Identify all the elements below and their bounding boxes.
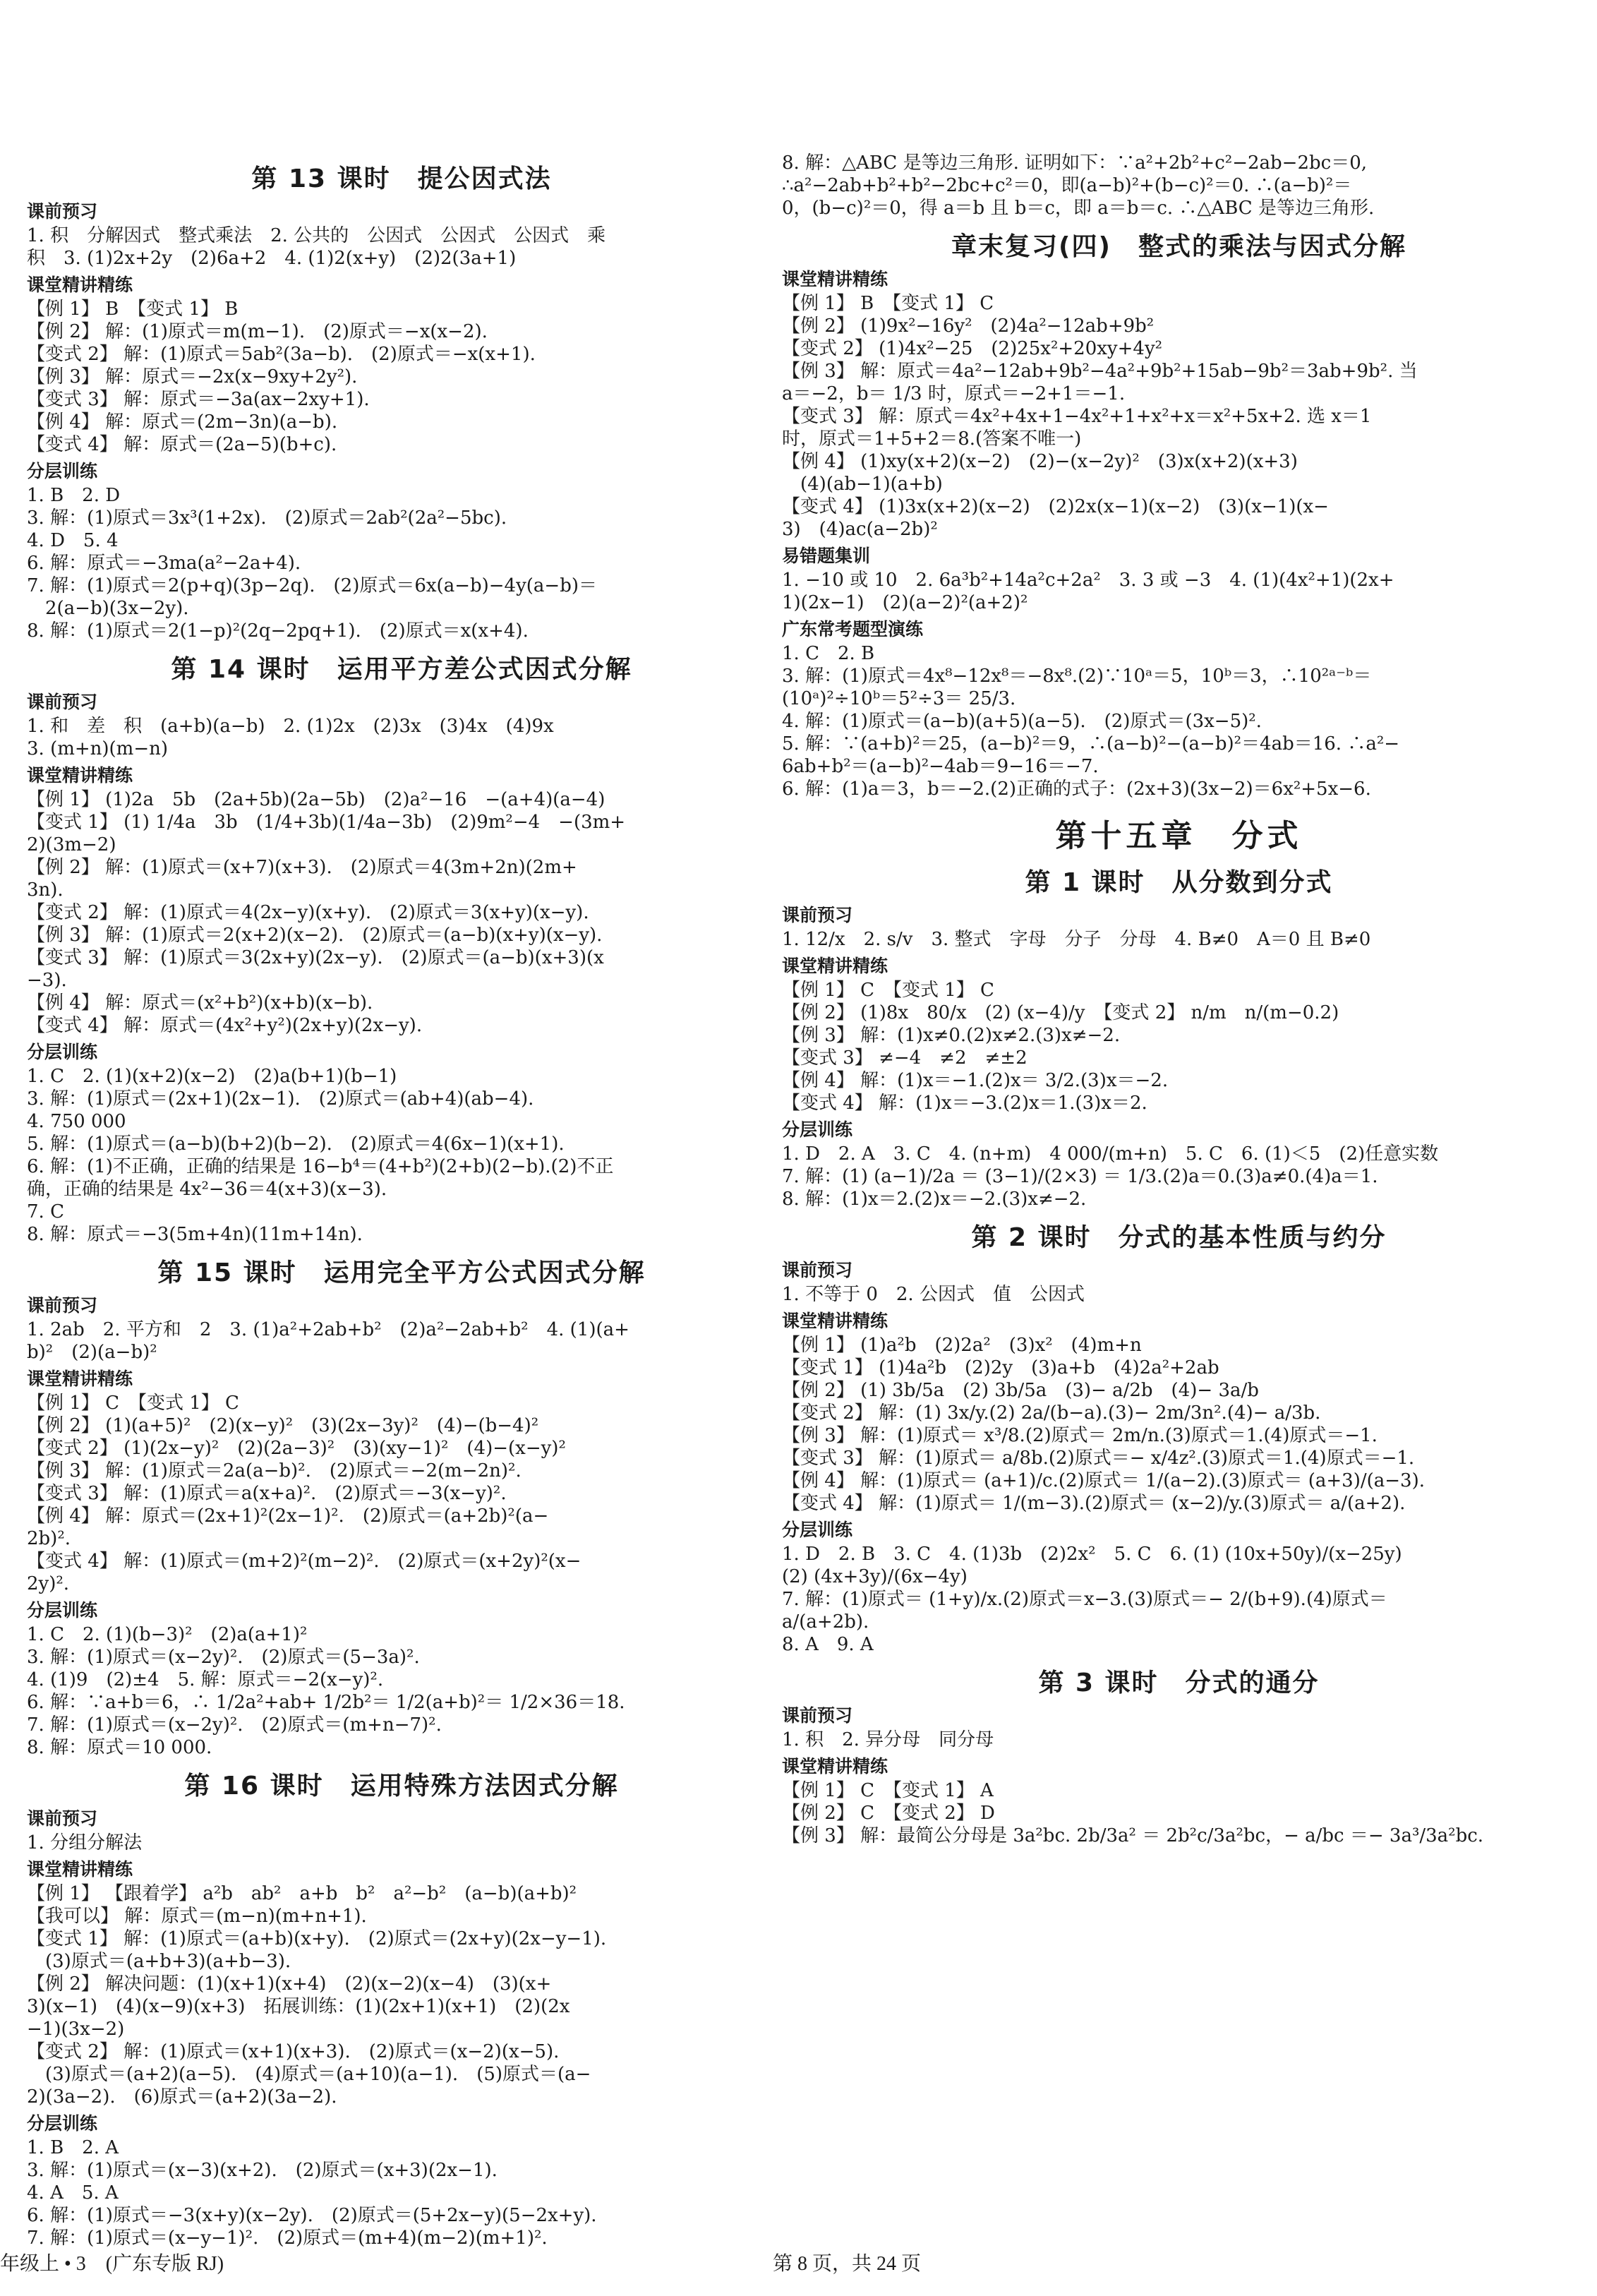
section-label: 分层训练 (782, 1119, 853, 1140)
answer-line: (3)原式＝(a+b+3)(a+b−3). (27, 1951, 291, 1972)
answer-line: 【例 1】 (1)2a 5b (2a+5b)(2a−5b) (2)a²−16 −(a+4)(a−4) (27, 789, 605, 810)
answer-line: 2(a−b)(3x−2y). (27, 598, 189, 619)
answer-line: 【例 4】 解：原式＝(x²+b²)(x+b)(x−b). (27, 992, 373, 1014)
answer-line: 【例 2】 解决问题：(1)(x+1)(x+4) (2)(x−2)(x−4) (3)(x+ (27, 1973, 552, 1995)
answer-line: 3. 解：(1)原式＝(x−3)(x+2). (2)原式＝(x+3)(2x−1). (27, 2160, 498, 2181)
answer-line: 6. 解：(1)不正确，正确的结果是 16−b⁴＝(4+b²)(2+b)(2−b).(2)不正 (27, 1156, 614, 1177)
answer-line: 【例 2】 (1) 3b/5a (2) 3b/5a (3)− a/2b (4)− 3a/b (782, 1380, 1259, 1401)
answer-line: 1. 不等于 0 2. 公因式 值 公因式 (782, 1284, 1085, 1305)
answer-line: 3) (4)ac(a−2b)² (782, 519, 938, 540)
section-label: 分层训练 (27, 1042, 98, 1062)
lesson-heading: 第 1 课时 从分数到分式 (1025, 868, 1333, 897)
answer-line: (10ᵃ)²÷10ᵇ＝5²÷3＝ 25/3. (782, 688, 1016, 709)
answer-line: 3)(x−1) (4)(x−9)(x+3) 拓展训练：(1)(2x+1)(x+1) (2)(2x (27, 1996, 570, 2017)
answer-line: (3)原式＝(a+2)(a−5). (4)原式＝(a+10)(a−1). (5)原式＝(a− (27, 2064, 591, 2085)
lesson-heading: 第 15 课时 运用完全平方公式因式分解 (157, 1258, 646, 1287)
answer-line: 3. 解：(1)原式＝4x⁸−12x⁸＝−8x⁸.(2)∵10ᵃ＝5，10ᵇ＝3，∴10²ᵃ⁻ᵇ＝ (782, 666, 1372, 687)
answer-line: 【例 1】 C 【变式 1】 A (782, 1780, 994, 1801)
answer-line: 5. 解：(1)原式＝(a−b)(b+2)(b−2). (2)原式＝4(6x−1)(x+1). (27, 1134, 565, 1155)
answer-line: 1. D 2. A 3. C 4. (n+m) 4 000/(m+n) 5. C 6. (1)＜5 (2)任意实数 (782, 1143, 1439, 1165)
answer-line: 8. 解：原式＝−3(5m+4n)(11m+14n). (27, 1224, 363, 1245)
section-label: 分层训练 (27, 2113, 98, 2134)
footer-book-info: 年级上 • 3 (广东专版 RJ) (0, 2253, 224, 2275)
answer-line: 4. (1)9 (2)±4 5. 解：原式＝−2(x−y)². (27, 1669, 384, 1690)
chapter-heading: 第十五章 分式 (1055, 818, 1303, 854)
answer-line: 【例 2】 (1)9x²−16y² (2)4a²−12ab+9b² (782, 315, 1155, 337)
answer-line: (4)(ab−1)(a+b) (782, 474, 943, 495)
section-label: 课前预习 (27, 1295, 98, 1316)
answer-line: 【变式 1】 (1)4a²b (2)2y (3)a+b (4)2a²+2ab (782, 1357, 1219, 1378)
answer-line: a＝−2，b＝ 1/3 时，原式＝−2+1＝−1. (782, 383, 1126, 404)
answer-line: a/(a+2b). (782, 1611, 869, 1633)
answer-line: 1. −10 或 10 2. 6a³b²+14a²c+2a² 3. 3 或 −3 4. (1)(4x²+1)(2x+ (782, 570, 1394, 591)
answer-line: 1. B 2. D (27, 485, 121, 506)
answer-line: 1. 积 2. 异分母 同分母 (782, 1729, 994, 1750)
answer-line: 【例 2】 (1)8x 80/x (2) (x−4)/y 【变式 2】 n/m n/(m−0.2) (782, 1002, 1339, 1023)
answer-line: 【例 4】 解：(1)原式＝ (a+1)/c.(2)原式＝ 1/(a−2).(3)原式＝ (a+3)/(a−3). (782, 1470, 1425, 1491)
answer-line: 【变式 3】 解：(1)原式＝3(2x+y)(2x−y). (2)原式＝(a−b)(x+3)(x (27, 947, 604, 968)
answer-line: 6. 解：原式＝−3ma(a²−2a+4). (27, 553, 301, 574)
answer-line: 4. A 5. A (27, 2182, 119, 2204)
answer-line: 【例 1】 B 【变式 1】 B (27, 299, 239, 320)
answer-line: 【变式 2】 解：(1)原式＝5ab²(3a−b). (2)原式＝−x(x+1). (27, 344, 536, 365)
section-label: 课前预习 (782, 1705, 853, 1726)
answer-line: 2y)². (27, 1573, 70, 1594)
section-label: 课前预习 (27, 692, 98, 712)
answer-line: 8. 解：(1)x＝2.(2)x＝−2.(3)x≠−2. (782, 1189, 1087, 1210)
answer-line: 【例 1】 【跟着学】 a²b ab² a+b b² a²−b² (a−b)(a+b)² (27, 1883, 577, 1904)
answer-line: 【变式 4】 解：(1)原式＝ 1/(m−3).(2)原式＝ (x−2)/y.(3)原式＝ a/(a+2). (782, 1493, 1406, 1514)
answer-line: 积 3. (1)2x+2y (2)6a+2 4. (1)2(x+y) (2)2(3a+1) (27, 248, 517, 269)
section-label: 课堂精讲精练 (27, 1369, 133, 1389)
answer-line: 3. 解：(1)原式＝(2x+1)(2x−1). (2)原式＝(ab+4)(ab−4). (27, 1088, 534, 1110)
section-label: 课堂精讲精练 (782, 1756, 888, 1777)
section-label: 课堂精讲精练 (782, 956, 888, 976)
answer-line: 【变式 3】 解：(1)原式＝ a/8b.(2)原式＝− x/4z².(3)原式＝1.(4)原式＝−1. (782, 1448, 1415, 1469)
answer-line: 【例 4】 解：原式＝(2m−3n)(a−b). (27, 411, 338, 433)
answer-line: 2)(3a−2). (6)原式＝(a+2)(3a−2). (27, 2086, 337, 2108)
answer-line: 3n). (27, 879, 64, 901)
answer-line: 【例 4】 解：原式＝(2x+1)²(2x−1)². (2)原式＝(a+2b)²(a− (27, 1505, 549, 1527)
answer-line: 1. C 2. B (782, 643, 875, 664)
answer-line: 4. 750 000 (27, 1111, 126, 1132)
answer-line: 1. D 2. B 3. C 4. (1)3b (2)2x² 5. C 6. (1) (10x+50y)/(x−25y) (782, 1544, 1402, 1565)
answer-line: 【例 2】 C 【变式 2】 D (782, 1803, 995, 1824)
answer-line: 【例 1】 C 【变式 1】 C (782, 980, 994, 1001)
answer-line: b)² (2)(a−b)² (27, 1342, 157, 1363)
section-label: 课堂精讲精练 (27, 275, 133, 295)
lesson-heading: 第 3 课时 分式的通分 (1038, 1669, 1320, 1697)
answer-line: 【变式 1】 解：(1)原式＝(a+b)(x+y). (2)原式＝(2x+y)(2x−y−1). (27, 1928, 607, 1949)
answer-line: 【例 4】 (1)xy(x+2)(x−2) (2)−(x−2y)² (3)x(x+2)(x+3) (782, 451, 1298, 472)
answer-line: 1. 12/x 2. s/v 3. 整式 字母 分子 分母 4. B≠0 A＝0 且 B≠0 (782, 929, 1371, 950)
answer-line: 8. 解：(1)原式＝2(1−p)²(2q−2pq+1). (2)原式＝x(x+4). (27, 620, 529, 642)
answer-line: −1)(3x−2) (27, 2019, 125, 2040)
answer-line: 【例 3】 解：(1)原式＝2a(a−b)². (2)原式＝−2(m−2n)². (27, 1460, 522, 1481)
section-label: 课堂精讲精练 (27, 765, 133, 786)
answer-line: 【变式 3】 解：(1)原式＝a(x+a)². (2)原式＝−3(x−y)². (27, 1483, 507, 1504)
section-label: 课前预习 (782, 1260, 853, 1280)
answer-line: 7. 解：(1) (a−1)/2a ＝ (3−1)/(2×3) ＝ 1/3.(2)a＝0.(3)a≠0.(4)a＝1. (782, 1166, 1378, 1187)
answer-line: 【变式 2】 (1)4x²−25 (2)25x²+20xy+4y² (782, 338, 1163, 359)
answer-line: 3. (m+n)(m−n) (27, 738, 169, 759)
answer-line: 1)(2x−1) (2)(a−2)²(a+2)² (782, 592, 1028, 613)
answer-line: 【变式 2】 解：(1)原式＝4(2x−y)(x+y). (2)原式＝3(x+y)(x−y). (27, 902, 589, 923)
answer-line: 8. 解：原式＝10 000. (27, 1737, 212, 1758)
answer-line: 【我可以】 解：原式＝(m−n)(m+n+1). (27, 1906, 367, 1927)
answer-line: 7. 解：(1)原式＝(x−y−1)². (2)原式＝(m+4)(m−2)(m+1)². (27, 2228, 548, 2249)
answer-line: 【变式 4】 解：原式＝(4x²+y²)(2x+y)(2x−y). (27, 1015, 423, 1036)
answer-line: 1. B 2. A (27, 2137, 119, 2158)
answer-line: 7. 解：(1)原式＝ (1+y)/x.(2)原式＝x−3.(3)原式＝− 2/(b+9).(4)原式＝ (782, 1589, 1387, 1610)
answer-line: 【变式 3】 ≠−4 ≠2 ≠±2 (782, 1047, 1027, 1069)
answer-line: 【变式 4】 解：(1)原式＝(m+2)²(m−2)². (2)原式＝(x+2y)²(x− (27, 1551, 581, 1572)
answer-line: 6. 解：(1)原式＝−3(x+y)(x−2y). (2)原式＝(5+2x−y)(5−2x+y). (27, 2205, 597, 2226)
answer-line: 3. 解：(1)原式＝3x³(1+2x). (2)原式＝2ab²(2a²−5bc). (27, 507, 507, 529)
answer-line: 【变式 4】 (1)3x(x+2)(x−2) (2)2x(x−1)(x−2) (3)(x−1)(x− (782, 496, 1329, 517)
left-column (27, 152, 776, 2249)
section-label: 易错题集训 (782, 546, 871, 566)
page-footer (0, 2248, 1597, 2276)
answer-line: 【变式 2】 解：(1)原式＝(x+1)(x+3). (2)原式＝(x−2)(x−5). (27, 2041, 560, 2062)
answer-line: 【变式 3】 解：原式＝4x²+4x+1−4x²+1+x²+x＝x²+5x+2. 选 x＝1 (782, 406, 1372, 427)
answer-line: 【例 1】 B 【变式 1】 C (782, 293, 994, 314)
answer-line: 8. 解：△ABC 是等边三角形. 证明如下：∵a²+2b²+c²−2ab−2bc＝0, (782, 152, 1368, 174)
answer-line: 【例 1】 C 【变式 1】 C (27, 1393, 239, 1414)
answer-line: 【变式 4】 解：原式＝(2a−5)(b+c). (27, 434, 337, 455)
answer-line: 【变式 3】 解：原式＝−3a(ax−2xy+1). (27, 389, 370, 410)
answer-line: 【例 3】 解：原式＝−2x(x−9xy+2y²). (27, 366, 358, 387)
answer-line: 【例 3】 解：(1)原式＝ x³/8.(2)原式＝ 2m/n.(3)原式＝1.(4)原式＝−1. (782, 1425, 1378, 1446)
answer-line: ∴a²−2ab+b²+b²−2bc+c²＝0，即(a−b)²+(b−c)²＝0. ∴(a−b)²＝ (782, 175, 1352, 196)
answer-line: 1. 和 差 积 (a+b)(a−b) 2. (1)2x (2)3x (3)4x (4)9x (27, 716, 554, 737)
section-label: 分层训练 (27, 461, 98, 481)
answer-line: 【变式 1】 (1) 1/4a 3b (1/4+3b)(1/4a−3b) (2)9m²−4 −(3m+ (27, 812, 626, 833)
answer-line: 时，原式＝1+5+2＝8.(答案不唯一) (782, 428, 1082, 450)
answer-line: 7. C (27, 1201, 64, 1222)
lesson-heading: 章末复习(四) 整式的乘法与因式分解 (951, 232, 1406, 261)
answer-line: 1. 2ab 2. 平方和 2 3. (1)a²+2ab+b² (2)a²−2ab+b² 4. (1)(a+ (27, 1319, 629, 1340)
answer-line: 【例 2】 解：(1)原式＝m(m−1). (2)原式＝−x(x−2). (27, 321, 488, 342)
answer-line: 6. 解：(1)a＝3，b＝−2.(2)正确的式子：(2x+3)(3x−2)＝6x²+5x−6. (782, 779, 1371, 800)
answer-line: 【例 3】 解：原式＝4a²−12ab+9b²−4a²+9b²+15ab−9b²＝3ab+9b². 当 (782, 361, 1418, 382)
answer-line: 5. 解：∵(a+b)²＝25，(a−b)²＝9，∴(a−b)²−(a−b)²＝4ab＝16. ∴a²− (782, 733, 1400, 755)
answer-line: 【例 2】 解：(1)原式＝(x+7)(x+3). (2)原式＝4(3m+2n)(2m+ (27, 857, 577, 878)
section-label: 分层训练 (782, 1520, 853, 1540)
answer-line: 【变式 2】 解：(1) 3x/y.(2) 2a/(b−a).(3)− 2m/3n².(4)− a/3b. (782, 1402, 1321, 1424)
answer-line: 【例 3】 解：(1)x≠0.(2)x≠2.(3)x≠−2. (782, 1025, 1121, 1046)
section-label: 课堂精讲精练 (782, 269, 888, 289)
answer-line: 1. 积 分解因式 整式乘法 2. 公共的 公因式 公因式 公因式 乘 (27, 225, 606, 246)
section-label: 分层训练 (27, 1600, 98, 1621)
answer-line: 1. 分组分解法 (27, 1832, 143, 1853)
answer-line: 1. C 2. (1)(b−3)² (2)a(a+1)² (27, 1624, 308, 1645)
answer-line: 2)(3m−2) (27, 834, 116, 855)
answer-line: −3). (27, 970, 67, 991)
answer-line: 【变式 2】 (1)(2x−y)² (2)(2a−3)² (3)(xy−1)² (4)−(x−y)² (27, 1438, 566, 1459)
section-label: 广东常考题型演练 (782, 619, 924, 639)
answer-line: 【例 2】 (1)(a+5)² (2)(x−y)² (3)(2x−3y)² (4)−(b−4)² (27, 1415, 539, 1436)
lesson-heading: 第 2 课时 分式的基本性质与约分 (971, 1223, 1387, 1252)
footer-page-number: 第 8 页，共 24 页 (773, 2253, 922, 2275)
answer-line: 0，(b−c)²＝0，得 a＝b 且 b＝c，即 a＝b＝c. ∴△ABC 是等边三角形. (782, 198, 1375, 219)
lesson-heading: 第 16 课时 运用特殊方法因式分解 (184, 1772, 619, 1801)
answer-line: 4. D 5. 4 (27, 530, 119, 551)
section-label: 课前预习 (27, 201, 98, 222)
answer-line: 6ab+b²＝(a−b)²−4ab＝9−16＝−7. (782, 756, 1099, 777)
lesson-heading: 第 13 课时 提公因式法 (251, 164, 552, 193)
lesson-heading: 第 14 课时 运用平方差公式因式分解 (171, 655, 632, 684)
answer-line: 7. 解：(1)原式＝(x−2y)². (2)原式＝(m+n−7)². (27, 1714, 442, 1736)
section-label: 课前预习 (782, 905, 853, 925)
section-label: 课前预习 (27, 1808, 98, 1829)
answer-line: 2b)². (27, 1528, 71, 1549)
section-label: 课堂精讲精练 (27, 1859, 133, 1880)
right-column (782, 152, 1576, 1847)
answer-line: 1. C 2. (1)(x+2)(x−2) (2)a(b+1)(b−1) (27, 1066, 397, 1087)
answer-line: 3. 解：(1)原式＝(x−2y)². (2)原式＝(5−3a)². (27, 1647, 420, 1668)
answer-line: 【例 3】 解：最简公分母是 3a²bc. 2b/3a² ＝ 2b²c/3a²bc，− a/bc ＝− 3a³/3a²bc. (782, 1825, 1484, 1846)
answer-line: 8. A 9. A (782, 1634, 874, 1655)
answer-line: 【例 1】 (1)a²b (2)2a² (3)x² (4)m+n (782, 1335, 1142, 1356)
answer-line: 7. 解：(1)原式＝2(p+q)(3p−2q). (2)原式＝6x(a−b)−4y(a−b)＝ (27, 575, 597, 596)
answer-line: 6. 解：∵a+b＝6，∴ 1/2a²+ab+ 1/2b²＝ 1/2(a+b)²＝ 1/2×36＝18. (27, 1692, 625, 1713)
answer-line: 【例 3】 解：(1)原式＝2(x+2)(x−2). (2)原式＝(a−b)(x+y)(x−y). (27, 925, 603, 946)
answer-line: (2) (4x+3y)/(6x−4y) (782, 1566, 968, 1587)
section-label: 课堂精讲精练 (782, 1311, 888, 1331)
answer-line: 4. 解：(1)原式＝(a−b)(a+5)(a−5). (2)原式＝(3x−5)². (782, 711, 1262, 732)
answer-line: 确，正确的结果是 4x²−36＝4(x+3)(x−3). (27, 1179, 387, 1200)
answer-line: 【变式 4】 解：(1)x＝−3.(2)x＝1.(3)x＝2. (782, 1093, 1147, 1114)
answer-line: 【例 4】 解：(1)x＝−1.(2)x＝ 3/2.(3)x＝−2. (782, 1070, 1169, 1091)
